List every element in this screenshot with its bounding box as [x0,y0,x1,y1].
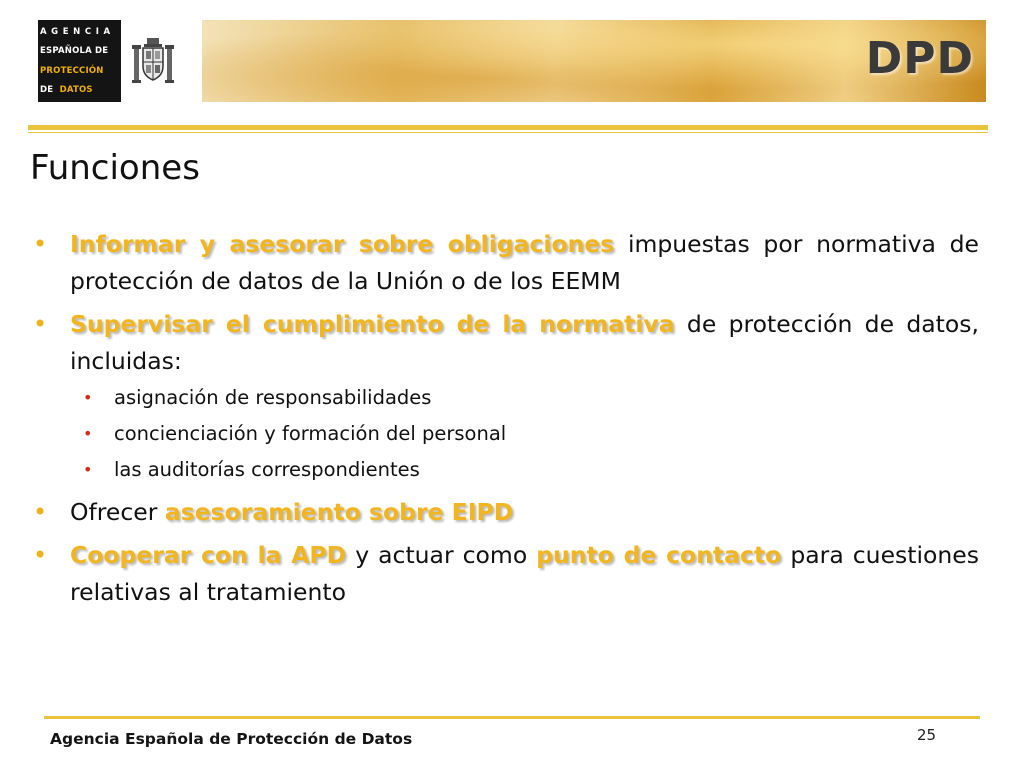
logo-line-1: AGENCIA [40,26,115,37]
bullet-cooperate-highlight: Cooperar con la APD [70,541,347,569]
bullet-inform [33,226,979,300]
banner-title: DPD [865,33,974,84]
header-divider [28,125,988,130]
bullet-cooperate [33,537,979,611]
footer-organization: Agencia Española de Protección de Datos [50,730,413,748]
sub-bullet-dot: • [83,424,93,443]
bullet-supervise-highlight: Supervisar el cumplimiento de la normativa [70,310,675,338]
sub-item-text: las auditorías correspondientes [114,458,420,481]
bullet-inform-highlight: Informar y asesorar sobre obligaciones [70,230,615,258]
bullet-cooperate-highlight-2: punto de contacto [536,541,782,569]
sub-item-text: asignación de responsabilidades [114,386,432,409]
logo-word-datos: DATOS [59,85,93,96]
bullet-advise-text: Ofrecer [70,498,165,526]
header-divider-thin [28,132,988,133]
bullet-advise-highlight: asesoramiento sobre EIPD [164,498,514,526]
functions-list [33,226,979,617]
bullet-supervise [33,306,979,380]
sub-bullet-dot: • [83,460,93,479]
bullet-dot: • [33,498,48,526]
bullet-dot: • [33,541,48,569]
bullet-dot: • [33,230,48,258]
agency-logo [38,20,121,102]
sub-bullet-dot: • [83,388,93,407]
logo-line-2: ESPAÑOLA DE [40,46,109,57]
sub-item [33,452,979,488]
sub-item [33,416,979,452]
bullet-cooperate-text: para cuestiones relativas al tratamiento [70,541,979,606]
page-number: 25 [917,726,937,744]
bullet-supervise-text: de protección de datos, incluidas: [70,310,979,375]
logo-line-3: PROTECCIÓN [40,65,104,76]
page-title: Funciones [30,148,200,188]
sub-item [33,380,979,416]
logo-line-4 [40,85,121,95]
bullet-cooperate-mid: y actuar como [346,541,537,569]
logo-word-de: DE [40,85,54,96]
bullet-advise [33,494,979,531]
coat-of-arms-icon [130,36,176,86]
header-banner [202,20,986,102]
bullet-inform-text: impuestas por normativa de protección de datos de la Unión o de los EEMM [70,230,979,295]
footer-divider [44,716,980,719]
sub-item-text: concienciación y formación del personal [114,422,507,445]
bullet-dot: • [33,310,48,338]
